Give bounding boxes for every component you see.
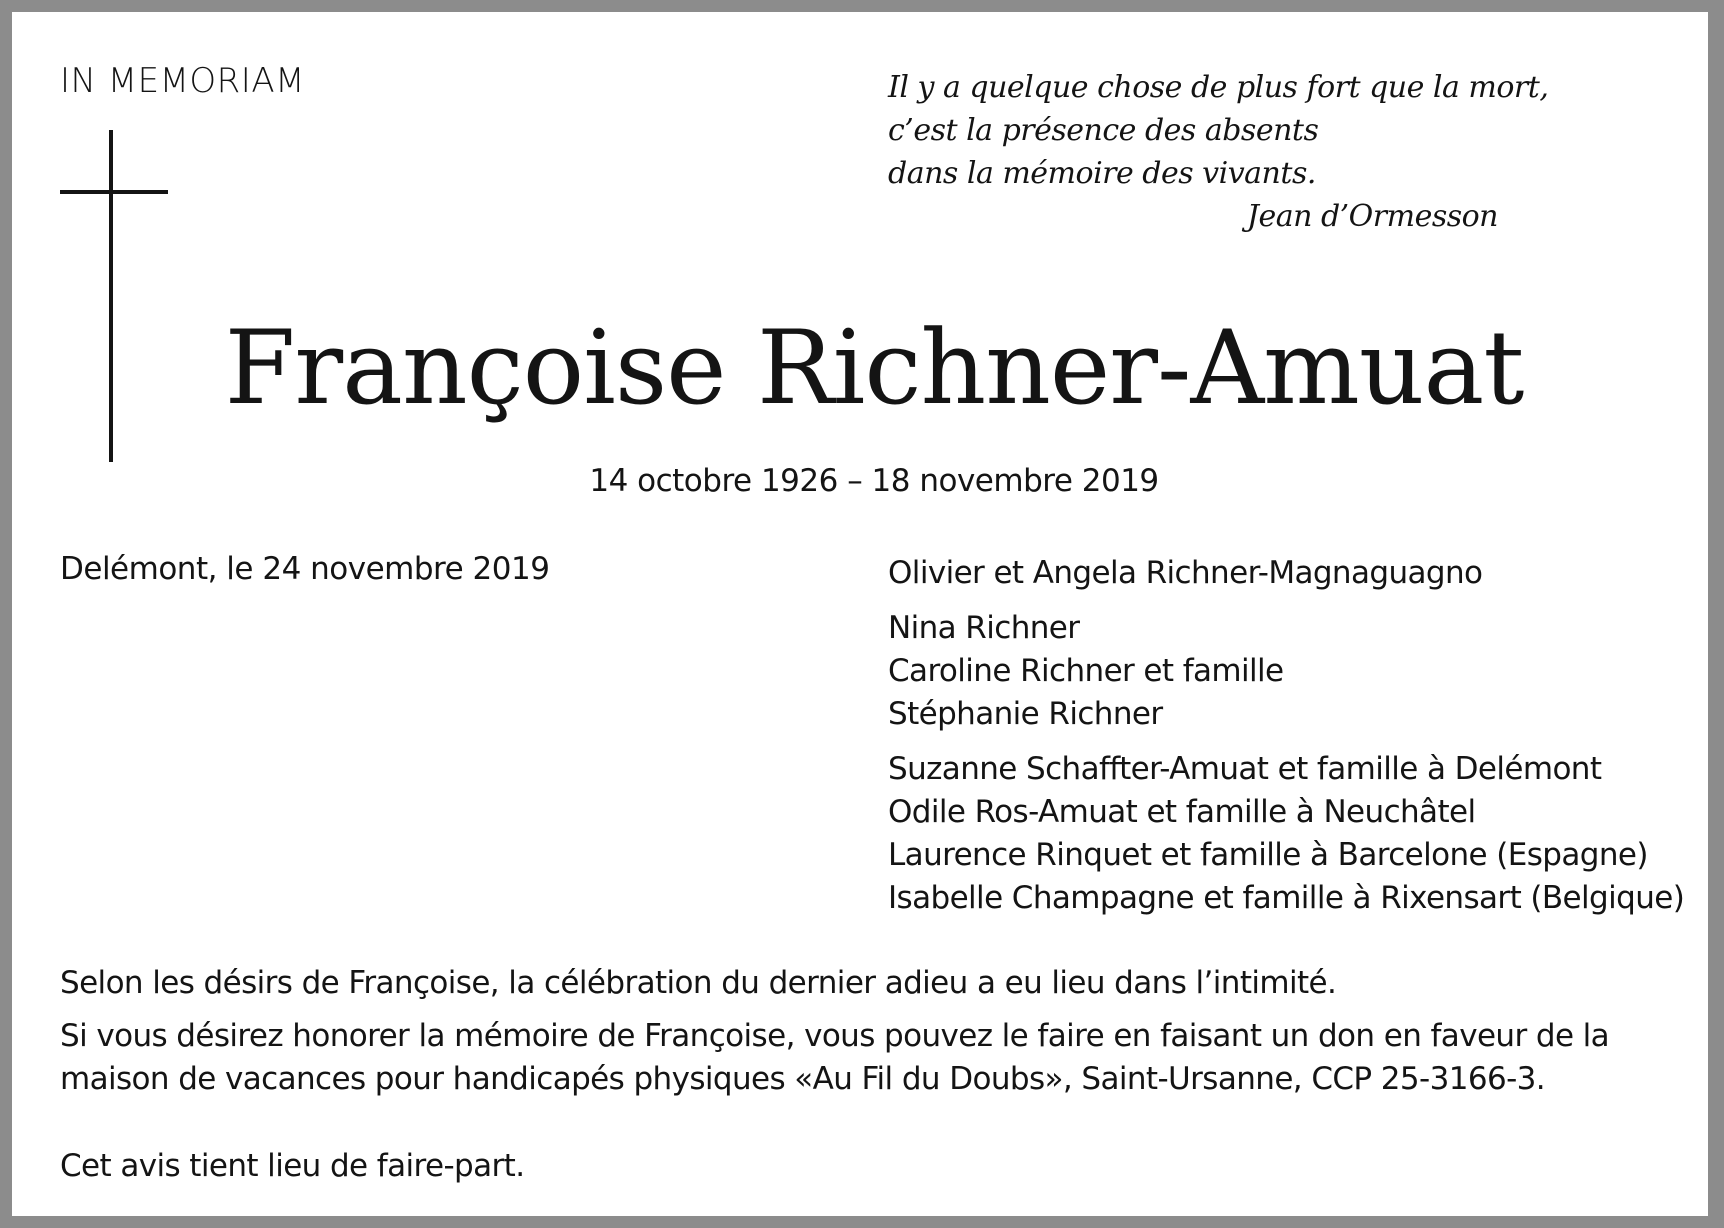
family-member: Laurence Rinquet et famille à Barcelone (Espagne) — [888, 837, 1648, 873]
closing-text: Cet avis tient lieu de faire-part. — [60, 1148, 525, 1184]
family-member: Stéphanie Richner — [888, 696, 1163, 732]
ceremony-text: Selon les désirs de Françoise, la célébration du dernier adieu a eu lieu dans l’intimité. — [60, 965, 1337, 1001]
quote-block — [888, 66, 1549, 238]
family-member: Isabelle Champagne et famille à Rixensart (Belgique) — [888, 880, 1685, 916]
cross-horizontal-bar — [60, 190, 168, 194]
obituary-page — [12, 12, 1708, 1216]
family-member: Caroline Richner et famille — [888, 653, 1284, 689]
quote-line: Il y a quelque chose de plus fort que la mort, — [888, 70, 1549, 105]
family-member: Odile Ros-Amuat et famille à Neuchâtel — [888, 794, 1476, 830]
family-member: Suzanne Schaffter-Amuat et famille à Delémont — [888, 751, 1602, 787]
quote-line: c’est la présence des absents — [888, 113, 1319, 148]
family-group-siblings — [888, 748, 1684, 920]
life-dates: 14 octobre 1926 – 18 novembre 2019 — [589, 463, 1159, 499]
quote-author: Jean d’Ormesson — [1246, 199, 1498, 234]
family-group-grandchildren — [888, 607, 1684, 736]
donation-text: Si vous désirez honorer la mémoire de Françoise, vous pouvez le faire en faisant un don en faveur de la maison de vacances pour handicapés physiques «Au Fil du Doubs», Saint-Ursanne, CCP 25-3166-3. — [60, 1018, 1610, 1097]
family-member: Olivier et Angela Richner-Magnaguagno — [888, 555, 1483, 591]
place-date: Delémont, le 24 novembre 2019 — [60, 551, 550, 587]
header-label: IN MEMORIAM — [60, 61, 305, 101]
message-block — [60, 962, 1690, 1198]
deceased-name: Françoise Richner-Amuat — [224, 309, 1524, 428]
family-member: Nina Richner — [888, 610, 1080, 646]
quote-line: dans la mémoire des vivants. — [888, 156, 1316, 191]
family-group-children — [888, 552, 1684, 595]
family-list — [888, 552, 1684, 932]
